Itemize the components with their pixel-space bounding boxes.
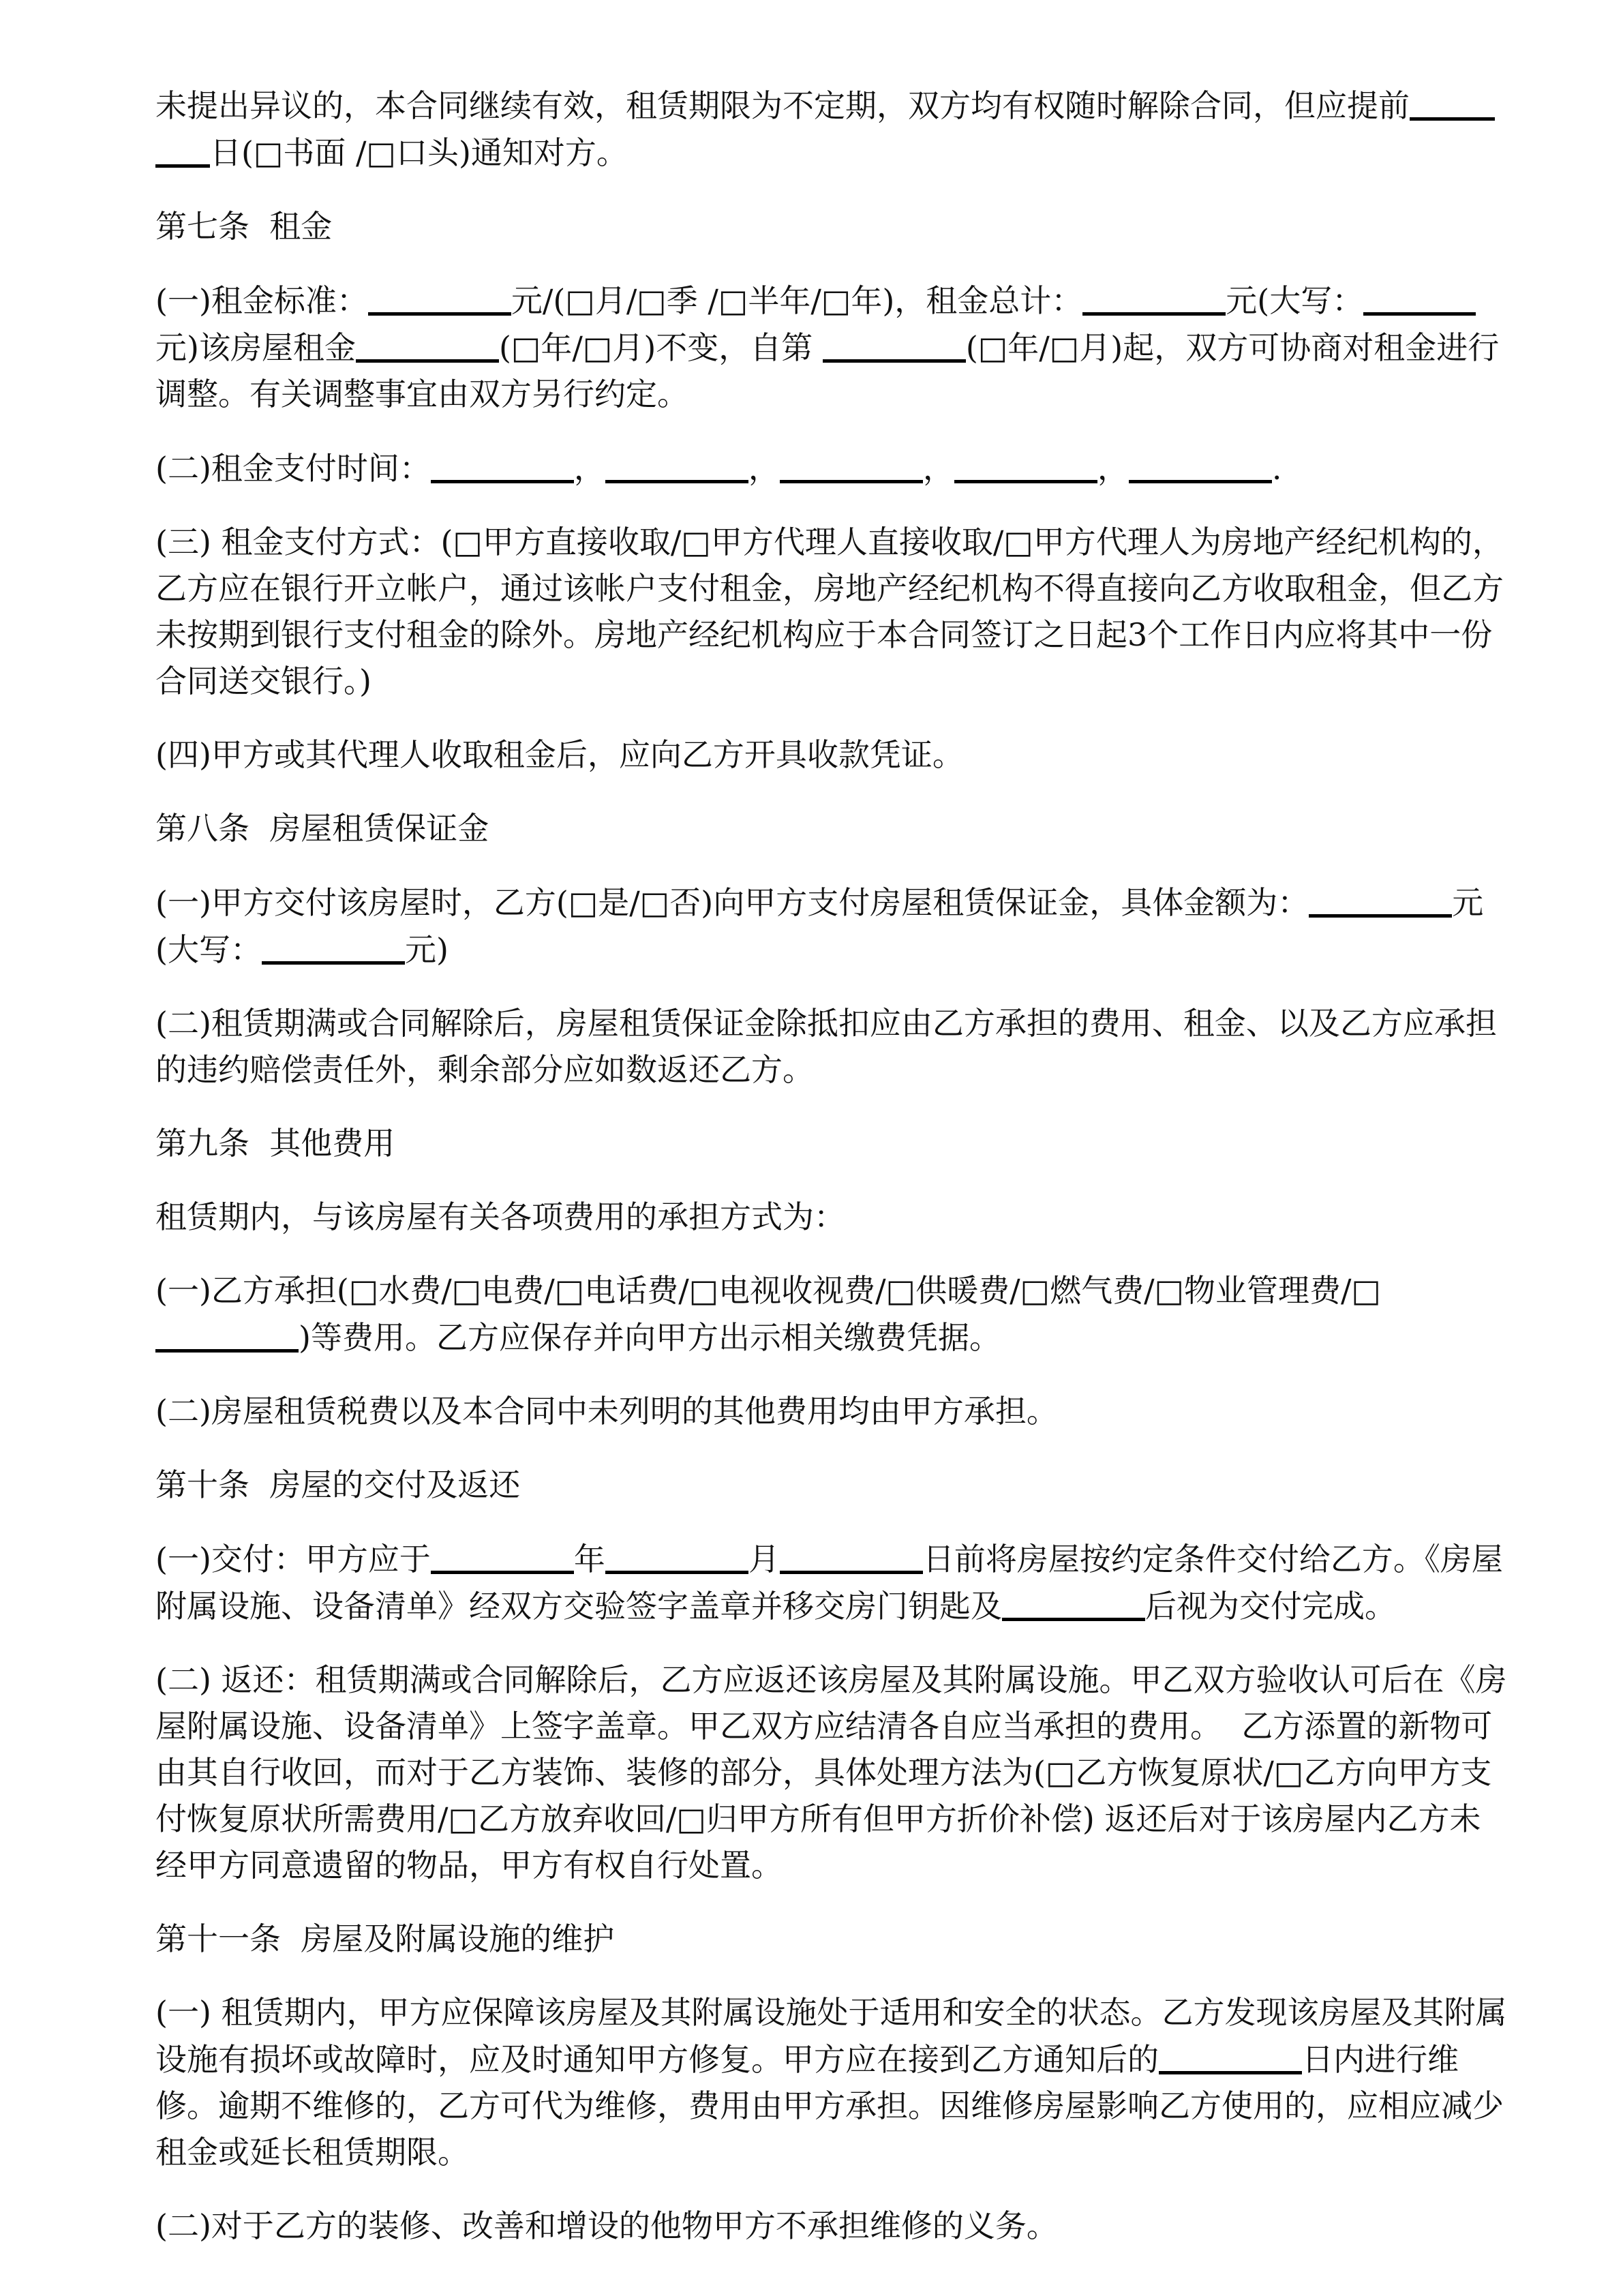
blank-field[interactable]: [605, 1535, 748, 1574]
paragraph-9-1: (一)乙方承担(□水费/□电费/□电话费/□电视收视费/□供暖费/□燃气费/□物业管理费/□)等费用。乙方应保存并向甲方出示相关缴费凭据。: [155, 1272, 1382, 1356]
article-7-heading: 第七条 租金: [155, 208, 333, 245]
blank-field[interactable]: [431, 444, 574, 483]
paragraph-9-2: (二)房屋租赁税费以及本合同中未列明的其他费用均由甲方承担。: [155, 1393, 1058, 1430]
blank-field[interactable]: [1159, 2036, 1302, 2074]
paragraph-10-1: (一)交付：甲方应于 年 月 日前将房屋按约定条件交付给乙方。《房屋附属设施、设备清单》经双方交验签字盖章并移交房门钥匙及 后视为交付完成。: [155, 1535, 1512, 1629]
blank-field[interactable]: [823, 324, 966, 363]
paragraph-7-2: (二)租金支付时间： ， ， ， ， .: [155, 444, 1512, 492]
paragraph-7-4: (四)甲方或其代理人收取租金后，应向乙方开具收款凭证。: [155, 736, 964, 773]
article-8-heading: 第八条 房屋租赁保证金: [155, 810, 489, 847]
paragraph-term-continuation: 未提出异议的，本合同继续有效，租赁期限为不定期，双方均有权随时解除合同，但应提前日(□书面 /□口头)通知对方。: [155, 82, 1512, 176]
paragraph-7-3: (三) 租金支付方式：(□甲方直接收取/□甲方代理人直接收取/□甲方代理人为房地产经纪机构的，乙方应在银行开立帐户，通过该帐户支付租金，房地产经纪机构不得直接向乙方收取租金，但乙方未按期到银行支付租金的除外。房地产经纪机构应于本合同签订之日起3个工作日内应将其中一份合同送交银行。): [155, 524, 1504, 699]
article-11-heading: 第十一条 房屋及附属设施的维护: [155, 1920, 615, 1957]
blank-field[interactable]: [1363, 277, 1476, 316]
blank-field[interactable]: [1002, 1582, 1145, 1621]
blank-field[interactable]: [1082, 277, 1226, 316]
blank-field[interactable]: [780, 444, 923, 483]
blank-field[interactable]: [1309, 879, 1452, 918]
paragraph-9-intro: 租赁期内，与该房屋有关各项费用的承担方式为：: [155, 1198, 845, 1235]
blank-field[interactable]: [431, 1535, 574, 1574]
blank-field[interactable]: [1410, 82, 1495, 121]
blank-field[interactable]: [605, 444, 748, 483]
blank-field[interactable]: [1129, 444, 1272, 483]
blank-field[interactable]: [155, 1314, 299, 1353]
paragraph-8-1: (一)甲方交付该房屋时，乙方(□是/□否)向甲方支付房屋租赁保证金，具体金额为： 元(大写： 元): [155, 879, 1512, 973]
blank-field[interactable]: [954, 444, 1097, 483]
paragraph-11-1: (一) 租赁期内，甲方应保障该房屋及其附属设施处于适用和安全的状态。乙方发现该房屋及其附属设施有损坏或故障时，应及时通知甲方修复。甲方应在接到乙方通知后的 日内进行维修。逾期不维修的，乙方可代为维修，费用由甲方承担。因维修房屋影响乙方使用的，应相应减少租金或延长租赁期限。: [155, 1994, 1507, 2171]
blank-field[interactable]: [155, 129, 210, 168]
blank-field[interactable]: [356, 324, 499, 363]
blank-field[interactable]: [780, 1535, 923, 1574]
paragraph-7-1: (一)租金标准： 元/(□月/□季 /□半年/□年)，租金总计： 元(大写：元)该房屋租金 (□年/□月)不变，自第 (□年/□月)起，双方可协商对租金进行调整。有关调整事宜由双方另行约定。: [155, 277, 1512, 417]
paragraph-8-2: (二)租赁期满或合同解除后，房屋租赁保证金除抵扣应由乙方承担的费用、租金、以及乙方应承担的违约赔偿责任外，剩余部分应如数返还乙方。: [155, 1005, 1497, 1088]
document-body: [155, 82, 1512, 2249]
paragraph-11-2: (二)对于乙方的装修、改善和增设的他物甲方不承担维修的义务。: [155, 2207, 1058, 2244]
blank-field[interactable]: [368, 277, 511, 316]
article-9-heading: 第九条 其他费用: [155, 1125, 395, 1162]
paragraph-10-2: (二) 返还：租赁期满或合同解除后，乙方应返还该房屋及其附属设施。甲乙双方验收认可后在《房屋附属设施、设备清单》上签字盖章。甲乙双方应结清各自应当承担的费用。 乙方添置的新物可由其自行收回，而对于乙方装饰、装修的部分，具体处理方法为(□乙方恢复原状/□乙方向甲方支付恢复原状所需费用/□乙方放弃收回/□归甲方所有但甲方折价补偿) 返还后对于该房屋内乙方未经甲方同意遗留的物品，甲方有权自行处置。: [155, 1661, 1507, 1884]
blank-field[interactable]: [262, 926, 405, 965]
article-10-heading: 第十条 房屋的交付及返还: [155, 1466, 521, 1503]
